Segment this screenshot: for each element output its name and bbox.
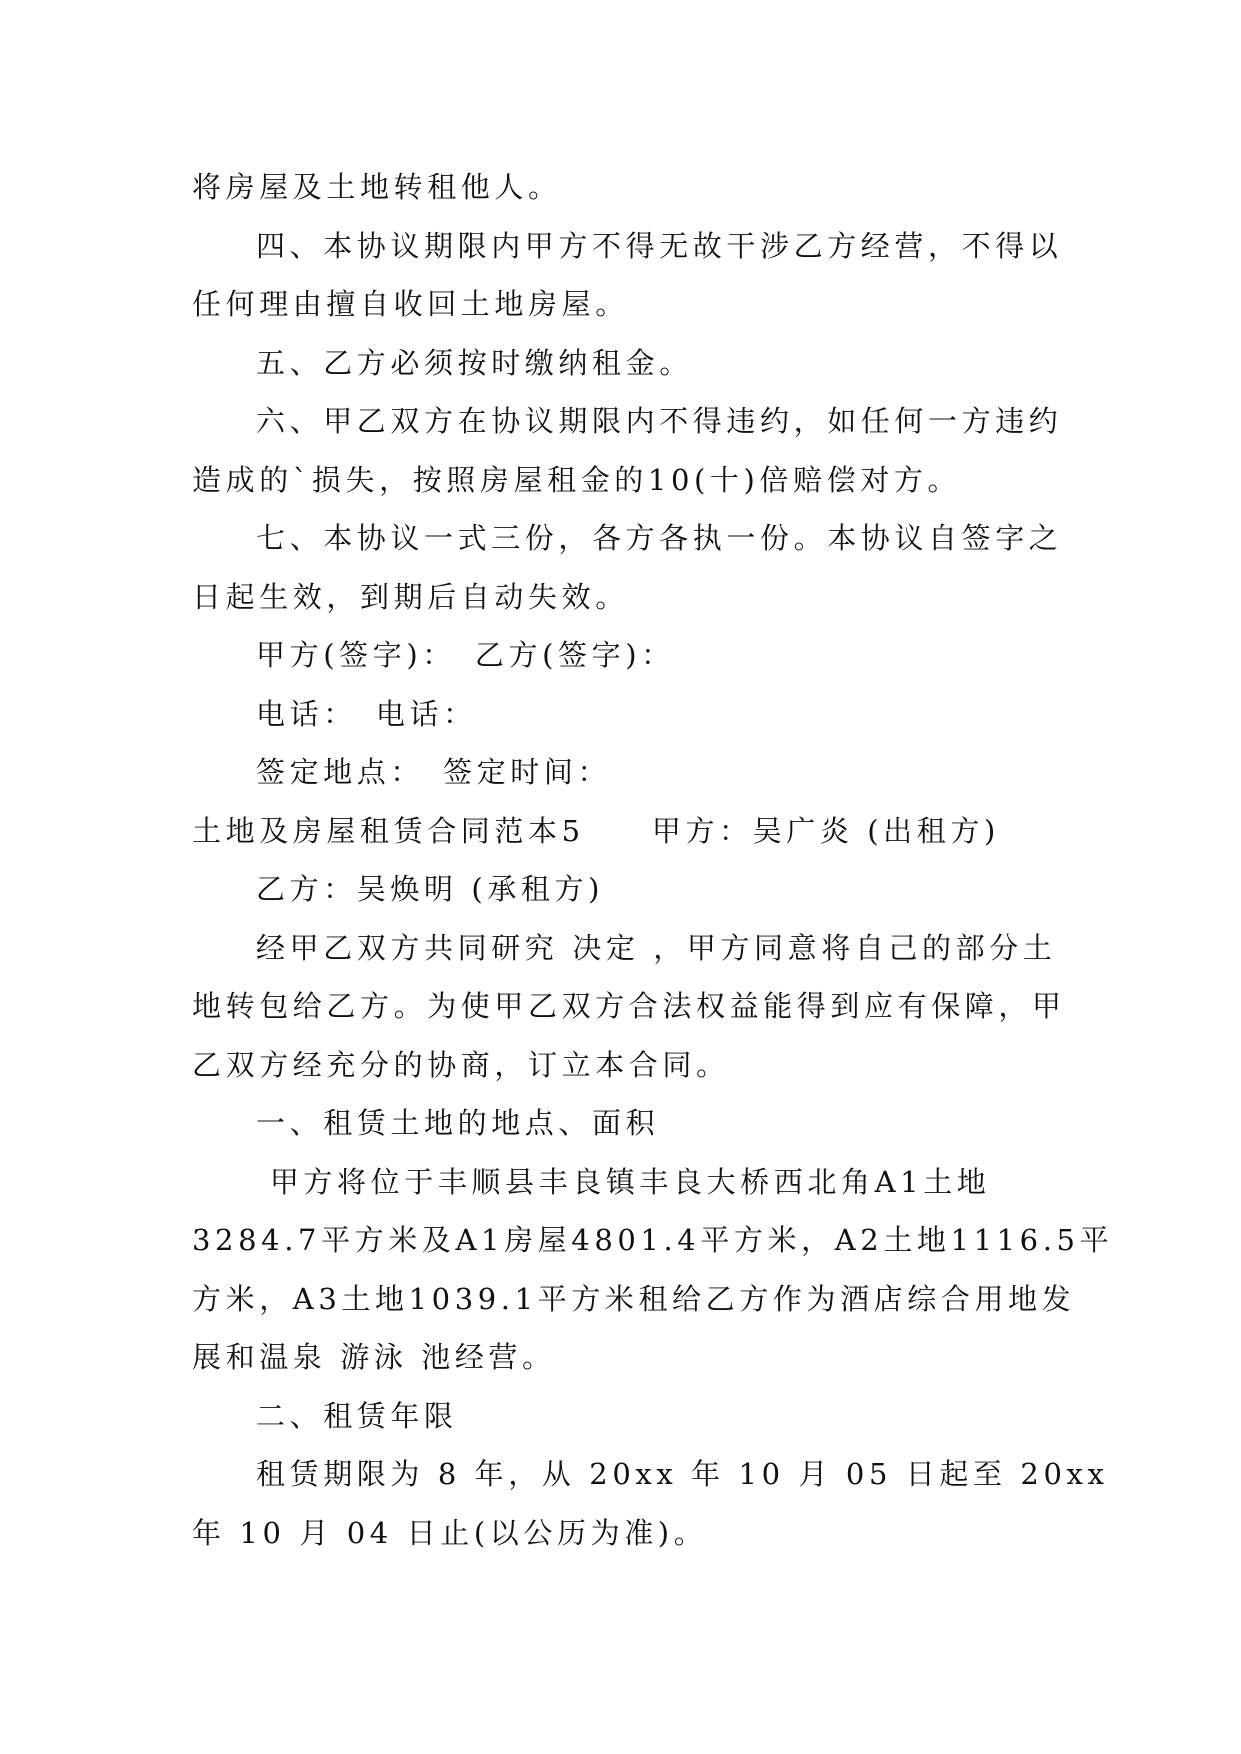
text-line: 甲方将位于丰顺县丰良镇丰良大桥西北角A1土地 xyxy=(256,1164,991,1199)
text-line: 年 10 月 04 日止(以公历为准)。 xyxy=(192,1515,708,1550)
text-line: 方米，A3土地1039.1平方米租给乙方作为酒店综合用地发 xyxy=(192,1281,1076,1316)
text-line: 乙双方经充分的协商，订立本合同。 xyxy=(192,1047,730,1082)
section-heading: 二、租赁年限 xyxy=(256,1398,458,1433)
text-line: 七、本协议一式三份，各方各执一份。本协议自签字之 xyxy=(256,521,1063,555)
signing-place-time-line: 签定地点： 签定时间： xyxy=(256,755,612,789)
text-line: 经甲乙双方共同研究 决定 ，甲方同意将自己的部分土 xyxy=(256,930,1057,965)
text-line: 四、本协议期限内甲方不得无故干涉乙方经营，不得以 xyxy=(256,228,1063,263)
party-b-line: 乙方：吴焕明 (承租方) xyxy=(256,872,605,906)
signature-line: 甲方(签字)： 乙方(签字)： xyxy=(256,638,675,672)
section-heading: 一、租赁土地的地点、面积 xyxy=(256,1106,660,1140)
phone-line: 电话： 电话： xyxy=(256,696,477,731)
text-line: 将房屋及土地转租他人。 xyxy=(192,170,562,204)
contract-heading-line: 土地及房屋租赁合同范本5 甲方：吴广炎 (出租方) xyxy=(192,813,1000,848)
contract-text xyxy=(192,158,1114,1562)
text-line: 五、乙方必须按时缴纳租金。 xyxy=(256,345,693,380)
text-line: 日起生效，到期后自动失效。 xyxy=(192,579,629,614)
text-line: 展和温泉 游泳 池经营。 xyxy=(192,1340,556,1374)
text-line: 3284.7平方米及A1房屋4801.4平方米，A2土地1116.5平 xyxy=(192,1223,1114,1257)
text-line: 造成的`损失，按照房屋租金的10(十)倍赔偿对方。 xyxy=(192,462,962,497)
text-line: 租赁期限为 8 年，从 20xx 年 10 月 05 日起至 20xx xyxy=(256,1457,1109,1491)
text-line: 六、甲乙双方在协议期限内不得违约，如任何一方违约 xyxy=(256,404,1063,438)
text-line: 地转包给乙方。为使甲乙双方合法权益能得到应有保障，甲 xyxy=(192,989,1066,1023)
text-line: 任何理由擅自收回土地房屋。 xyxy=(192,287,629,321)
